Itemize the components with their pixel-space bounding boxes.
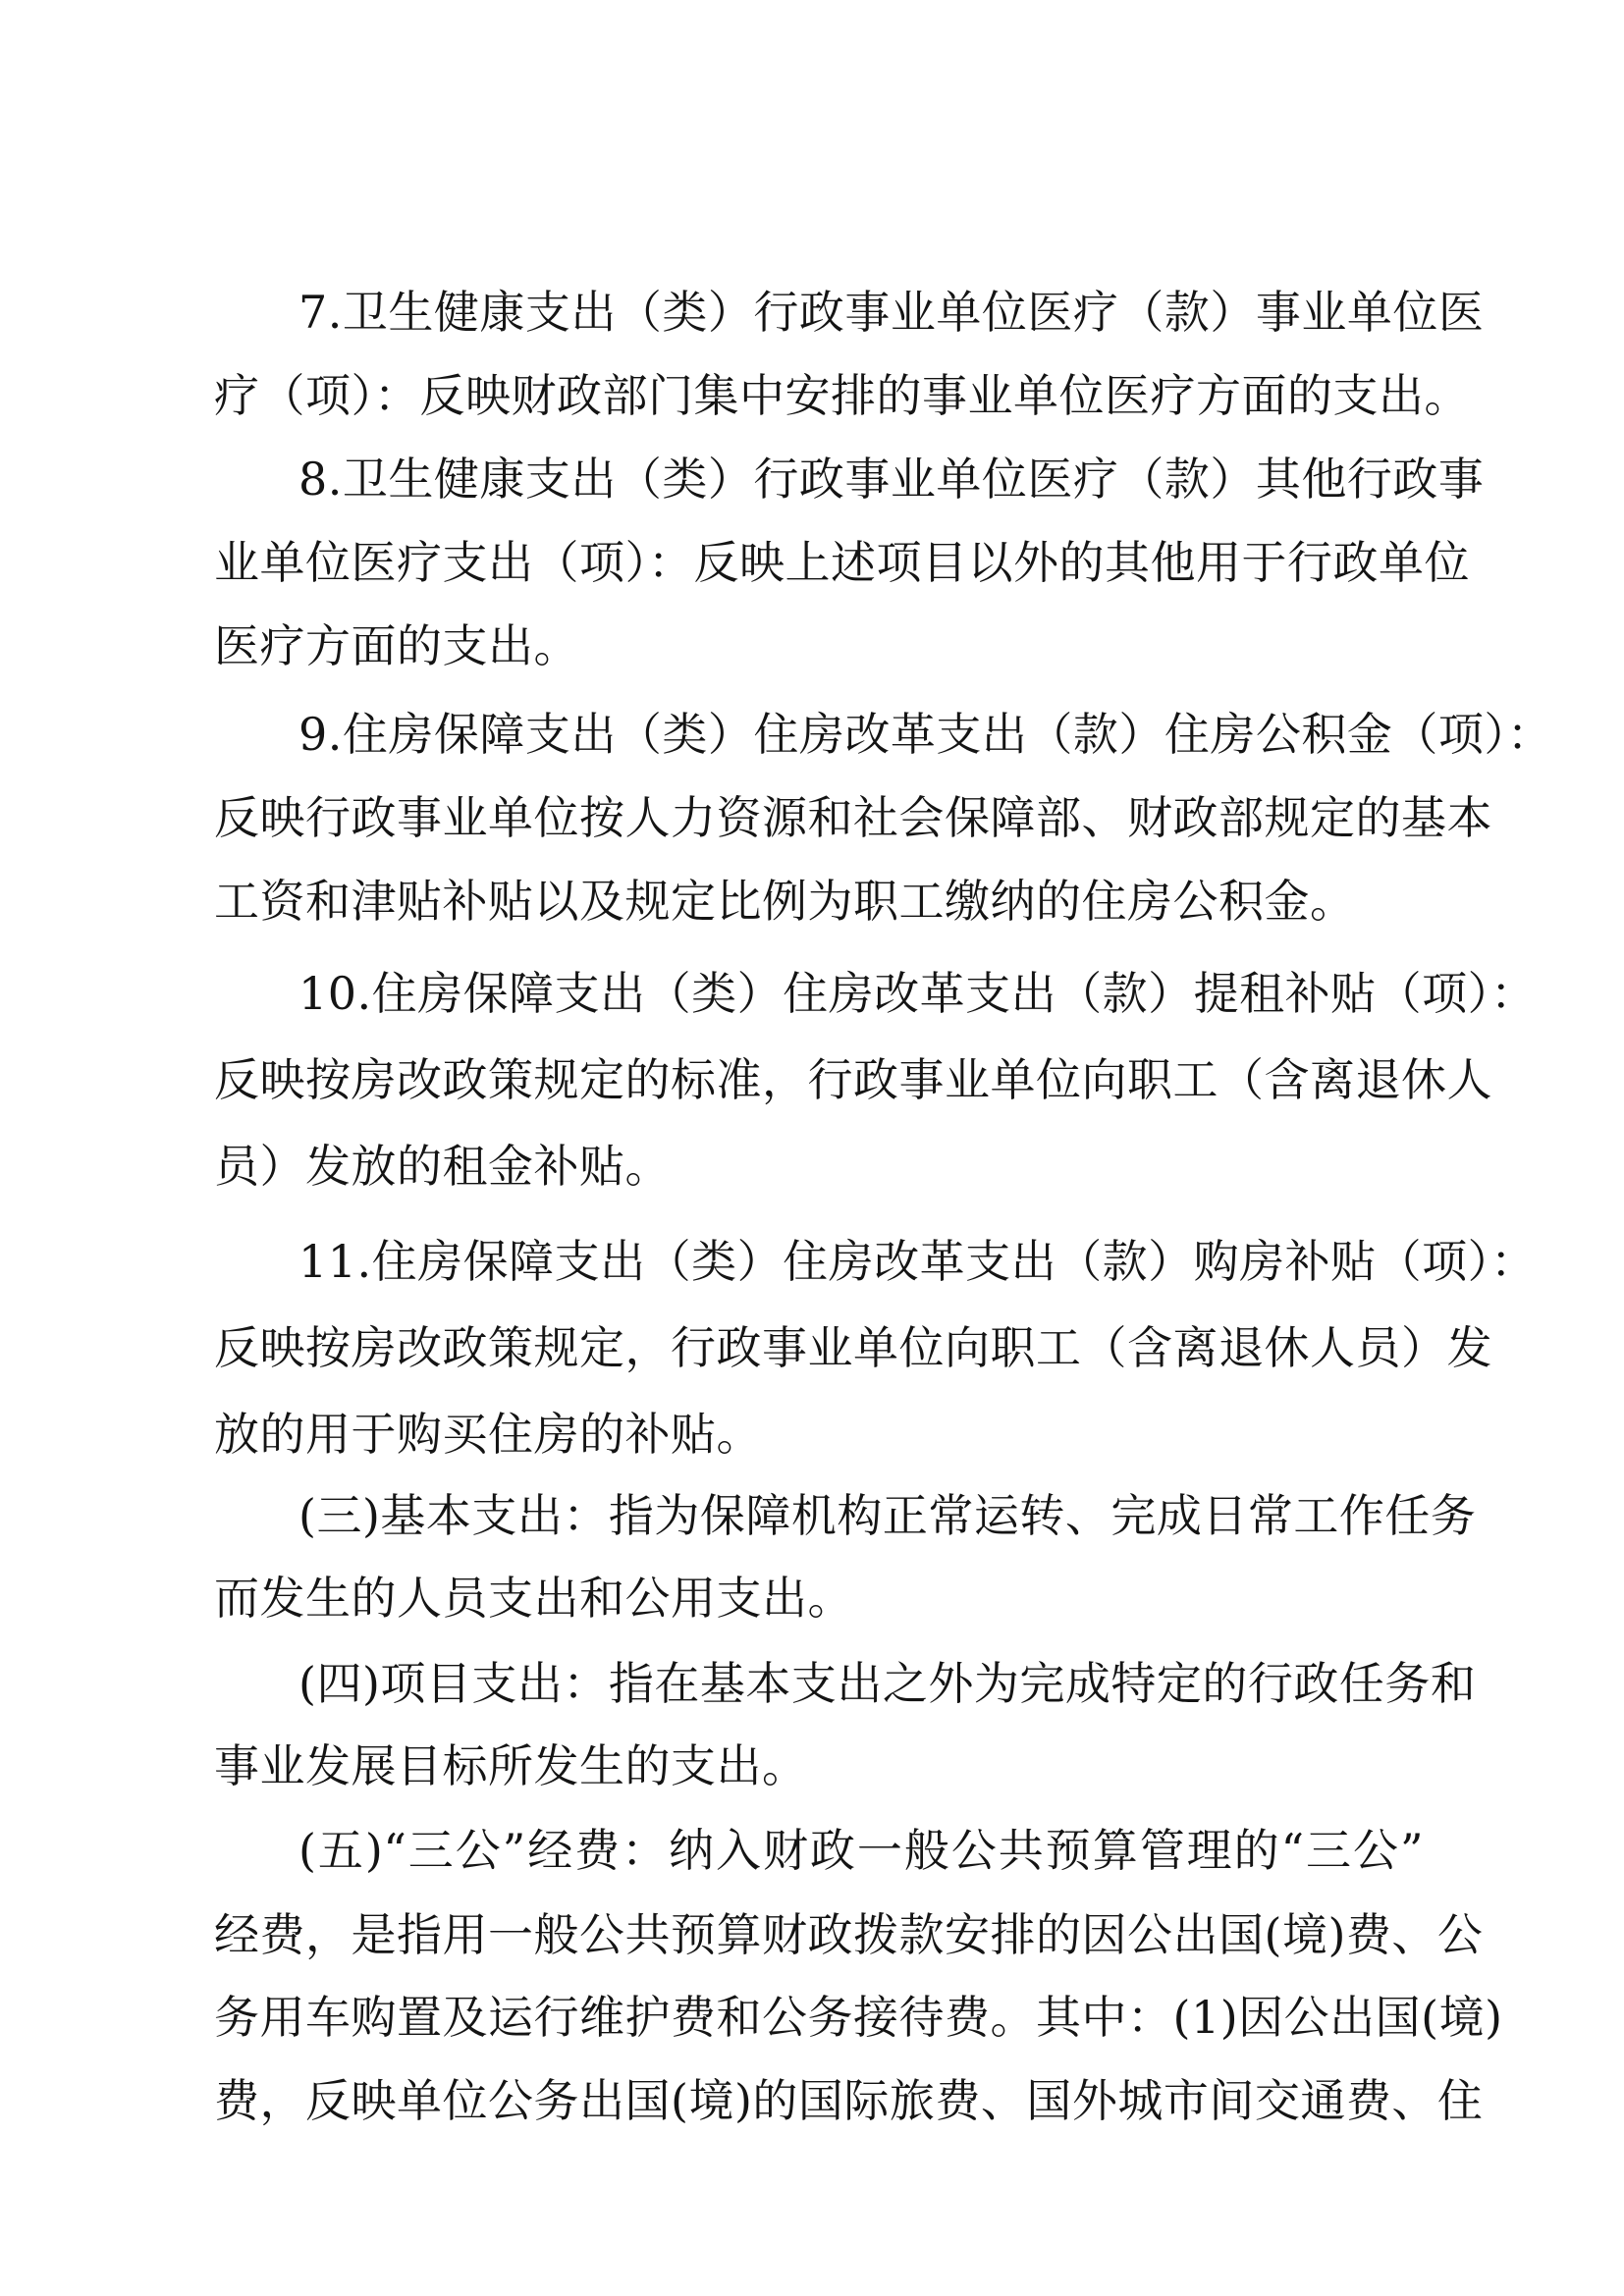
text-line: 业单位医疗支出（项）：反映上述项目以外的其他用于行政单位 [214, 536, 1470, 589]
text-line: 反映按房改政策规定，行政事业单位向职工（含离退休人员）发 [214, 1321, 1492, 1374]
text-line: 反映按房改政策规定的标准，行政事业单位向职工（含离退休人 [214, 1053, 1492, 1106]
text-line: 经费，是指用一般公共预算财政拨款安排的因公出国(境)费、公 [214, 1908, 1484, 1961]
text-line: 事业发展目标所发生的支出。 [214, 1739, 808, 1792]
text-line: 员）发放的租金补贴。 [214, 1140, 671, 1193]
text-line: 疗（项）：反映财政部门集中安排的事业单位医疗方面的支出。 [214, 369, 1470, 422]
text-line: 11.住房保障支出（类）住房改革支出（款）购房补贴（项）： [298, 1235, 1537, 1288]
text-line: 而发生的人员支出和公用支出。 [214, 1572, 853, 1625]
text-line: (四)项目支出：指在基本支出之外为完成特定的行政任务和 [298, 1657, 1477, 1710]
text-line: 9.住房保障支出（类）住房改革支出（款）住房公积金（项）： [298, 708, 1553, 761]
text-line: 反映行政事业单位按人力资源和社会保障部、财政部规定的基本 [214, 791, 1492, 844]
text-line: 7.卫生健康支出（类）行政事业单位医疗（款）事业单位医 [298, 286, 1485, 339]
text-line: 放的用于购买住房的补贴。 [214, 1408, 762, 1461]
text-line: 医疗方面的支出。 [214, 619, 579, 672]
text-line: 务用车购置及运行维护费和公务接待费。其中：(1)因公出国(境) [214, 1991, 1503, 2044]
text-line: (三)基本支出：指为保障机构正常运转、完成日常工作任务 [298, 1489, 1477, 1542]
text-line: 费，反映单位公务出国(境)的国际旅费、国外城市间交通费、住 [214, 2074, 1484, 2127]
text-line: 10.住房保障支出（类）住房改革支出（款）提租补贴（项）： [298, 967, 1537, 1020]
text-line: 8.卫生健康支出（类）行政事业单位医疗（款）其他行政事 [298, 453, 1485, 506]
text-line: 工资和津贴补贴以及规定比例为职工缴纳的住房公积金。 [214, 875, 1356, 928]
text-line: (五)“三公”经费：纳入财政一般公共预算管理的“三公” [298, 1824, 1424, 1877]
